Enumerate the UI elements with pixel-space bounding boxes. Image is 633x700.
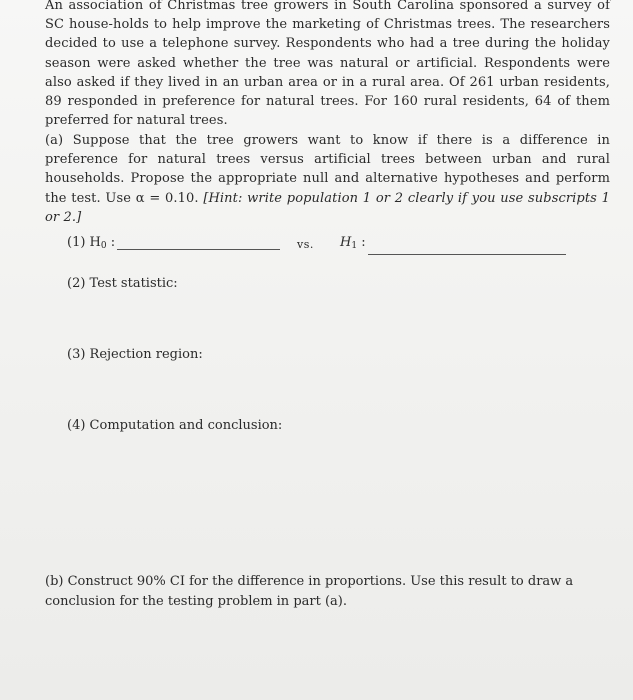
vs-label: vs.	[297, 238, 314, 251]
problem-intro: An association of Christmas tree growers in South Carolina sponsored a survey of SC house-holds to help improve the marketing of Christmas trees. The researchers decided to use a telephone survey. Respondents who had a tree during the holiday season were asked whether the tree was natural or artificial. Respondents were also asked if they lived in an urban area or in a rural area. Of 261 urban residents, 89 responded in preference for natural trees. For 160 rural residents, 64 of them preferred for natural trees.	[45, 0, 610, 129]
part-a-text: (a) Suppose that the tree growers want to know if there is a difference in preference for natural trees versus artificial trees between urban and rural households. Propose the appropriate null and alternative hypotheses and perform the test. Use α = 0.10.	[45, 133, 610, 206]
h0-subscript: 0	[100, 241, 107, 251]
h0-answer-line[interactable]	[117, 249, 280, 250]
item-test-statistic: (2) Test statistic:	[67, 276, 178, 291]
h0-colon: :	[106, 235, 116, 250]
h0-prefix: (1) H	[67, 235, 101, 250]
h1-colon: :	[357, 235, 366, 250]
part-a-hint: [Hint: write population 1 or 2 clearly if you use subscripts 1 or 2.]	[45, 190, 611, 225]
h1-prefix: H	[340, 235, 352, 250]
part-b-question: (b) Construct 90% CI for the difference in proportions. Use this result to draw a conclusion for the testing problem in part (a).	[45, 574, 574, 609]
item-h1-label	[340, 235, 366, 251]
h1-answer-line[interactable]	[368, 254, 566, 255]
item-hypotheses-label	[67, 235, 115, 251]
item-rejection-region: (3) Rejection region:	[67, 347, 203, 362]
h1-subscript: 1	[351, 241, 358, 251]
part-a-question	[45, 131, 610, 227]
item-computation-conclusion: (4) Computation and conclusion:	[67, 418, 283, 433]
